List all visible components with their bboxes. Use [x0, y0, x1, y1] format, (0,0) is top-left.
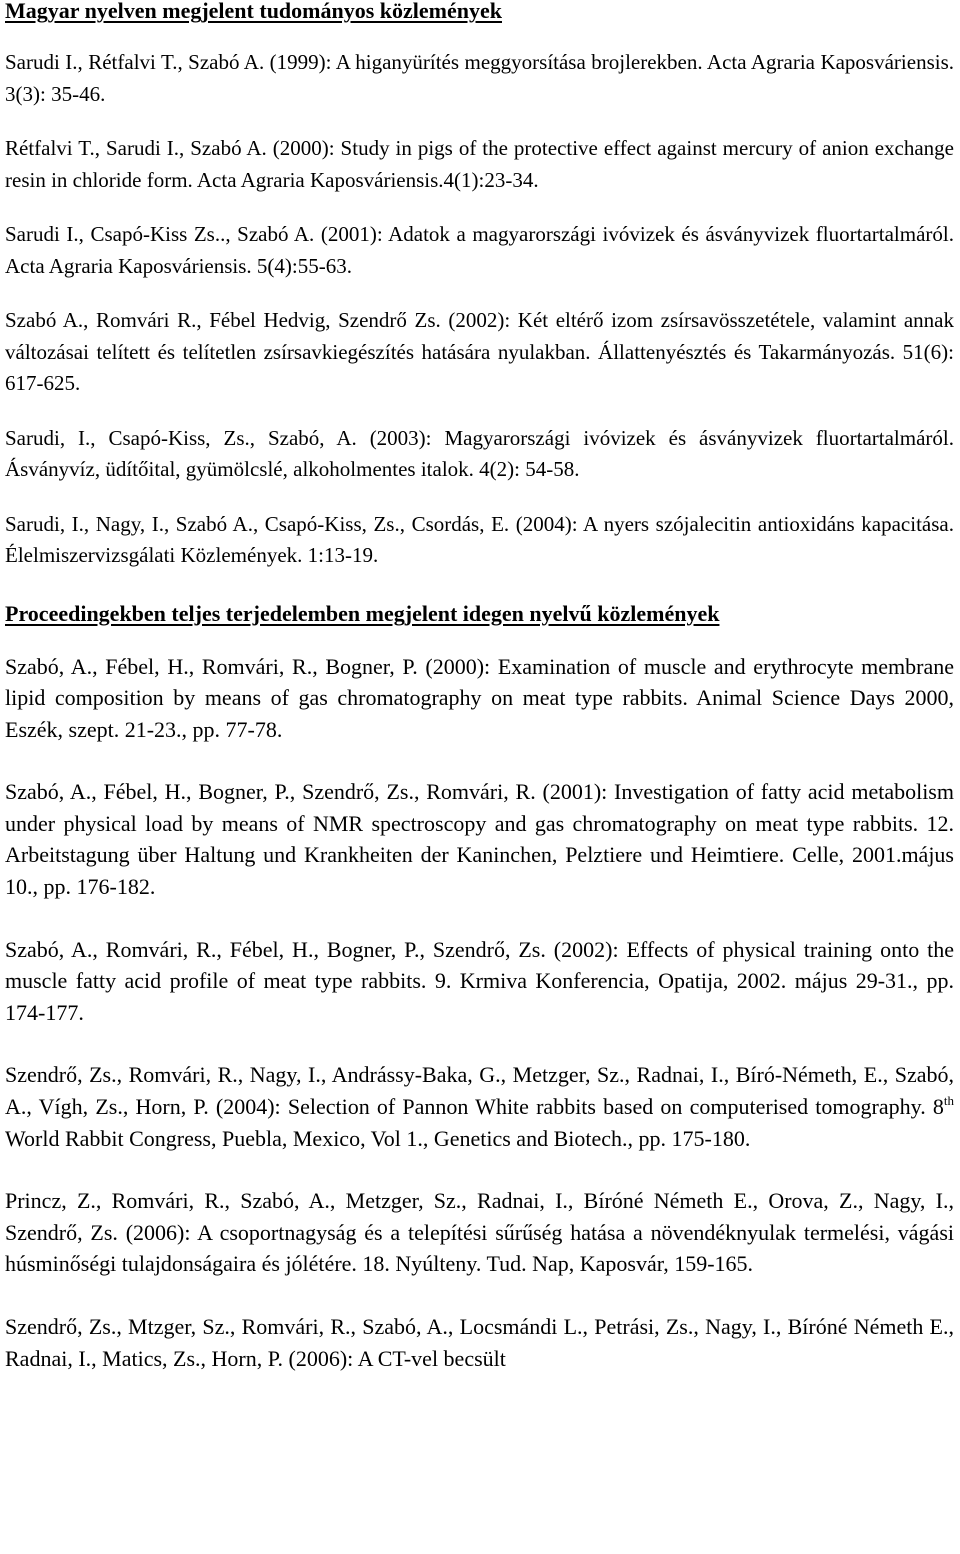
foreign-proceedings-section [5, 599, 954, 1375]
reference-item: Princz, Z., Romvári, R., Szabó, A., Metzger, Sz., Radnai, I., Bíróné Németh E., Orova, Z., Nagy, I., Szendrő, Zs. (2006): A csoportnagyság és a telepítési sűrűség hatása a növendéknyulak termelési, vágási húsminőségi tulajdonságaira és jólétére. 18. Nyúlteny. Tud. Nap, Kaposvár, 159-165. [5, 1188, 954, 1277]
reference-item: Szendrő, Zs., Mtzger, Sz., Romvári, R., Szabó, A., Locsmándi L., Petrási, Zs., Nagy, I., Bíróné Németh E., Radnai, I., Matics, Zs., Horn, P. (2006): A CT-vel becsült [5, 1314, 954, 1371]
reference-item: Sarudi, I., Nagy, I., Szabó A., Csapó-Kiss, Zs., Csordás, E. (2004): A nyers szójalecitin antioxidáns kapacitása. Élelmiszervizsgálati Közlemények. 1:13-19. [5, 511, 954, 567]
reference-item: Szabó, A., Romvári, R., Fébel, H., Bogner, P., Szendrő, Zs. (2002): Effects of physical training onto the muscle fatty acid profile of meat type rabbits. 9. Krmiva Konferencia, Opatija, 2002. május 29-31., pp. 174-177. [5, 936, 954, 1025]
reference-item [5, 1059, 954, 1154]
reference-item: Szabó, A., Fébel, H., Romvári, R., Bogner, P. (2000): Examination of muscle and erythrocyte membrane lipid composition by means of gas chromatography on meat type rabbits. Animal Science Days 2000, Eszék, szept. 21-23., pp. 77-78. [5, 653, 954, 742]
ordinal-superscript: th [943, 1093, 954, 1109]
reference-item: Szabó A., Romvári R., Fébel Hedvig, Szendrő Zs. (2002): Két eltérő izom zsírsavösszetétele, valamint annak változásai telített és telítetlen zsírsavkiegészítés hatására nyulakban. Állattenyésztés és Takarmányozás. 51(6): 617-625. [5, 308, 954, 395]
hungarian-publications-section [5, 0, 954, 572]
reference-item: Sarudi I., Rétfalvi T., Szabó A. (1999): A higanyürítés meggyorsítása brojlerekben. Acta Agraria Kaposváriensis. 3(3): 35-46. [5, 50, 954, 106]
section-heading-proceedings: Proceedingekben teljes terjedelemben megjelent idegen nyelvű közlemények [5, 600, 720, 626]
reference-item: Szabó, A., Fébel, H., Bogner, P., Szendrő, Zs., Romvári, R. (2001): Investigation of fatty acid metabolism under physical load by means of NMR spectroscopy and gas chromatography on meat type rabbits. 12. Arbeitstagung über Haltung und Krankheiten der Kaninchen, Pelztiere und Heimtiere. Celle, 2001.május 10., pp. 176-182. [5, 779, 954, 900]
reference-item: Rétfalvi T., Sarudi I., Szabó A. (2000): Study in pigs of the protective effect against mercury of anion exchange resin in chloride form. Acta Agraria Kaposváriensis.4(1):23-34. [5, 136, 954, 192]
reference-text: Szendrő, Zs., Romvári, R., Nagy, I., Andrássy-Baka, G., Metzger, Sz., Radnai, I., Bíró-Németh, E., Szabó, A., Vígh, Zs., Horn, P. (2004): Selection of Pannon White rabbits based on computerised tomography. 8 [5, 1062, 954, 1120]
reference-text: World Rabbit Congress, Puebla, Mexico, Vol 1., Genetics and Biotech., pp. 175-180. [5, 1125, 751, 1151]
section-heading-hungarian: Magyar nyelven megjelent tudományos közlemények [5, 0, 502, 23]
reference-item: Sarudi, I., Csapó-Kiss, Zs., Szabó, A. (2003): Magyarországi ivóvizek és ásványvizek fluortartalmáról. Ásványvíz, üdítőital, gyümölcslé, alkoholmentes italok. 4(2): 54-58. [5, 425, 954, 481]
reference-item: Sarudi I., Csapó-Kiss Zs.., Szabó A. (2001): Adatok a magyarországi ivóvizek és ásványvizek fluortartalmáról. Acta Agraria Kaposváriensis. 5(4):55-63. [5, 222, 954, 278]
